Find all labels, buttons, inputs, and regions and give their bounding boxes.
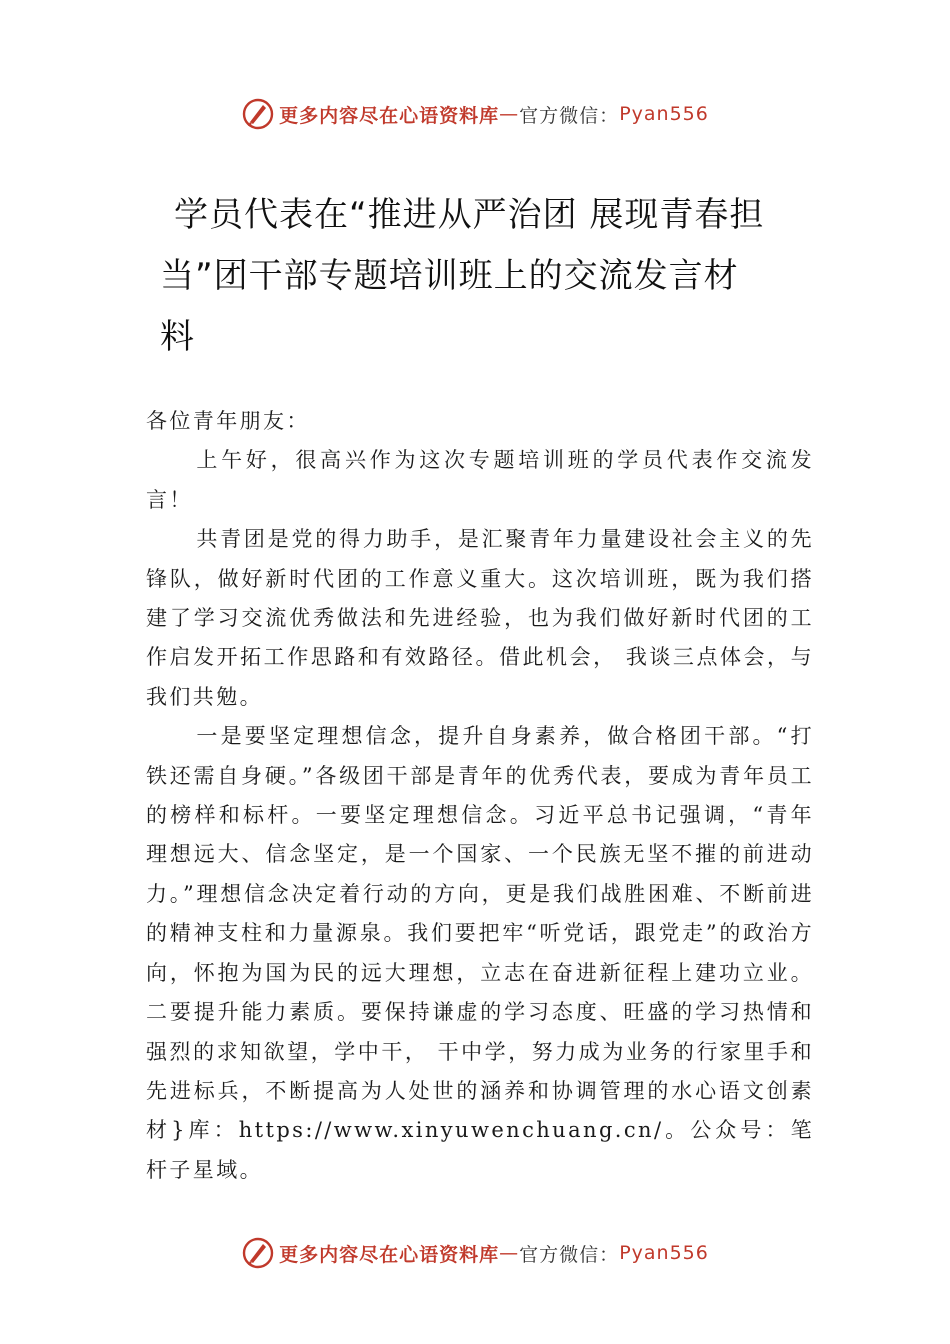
title-line-1: 学员代表在“推进从严治团 展现青春担 xyxy=(174,195,765,235)
title-line-3: 料 xyxy=(160,317,195,357)
banner-wechat-label: 官方微信： xyxy=(519,1243,620,1266)
quill-logo-icon xyxy=(241,97,275,131)
banner-brand: 更多内容尽在心语资料库 xyxy=(279,104,500,127)
paragraph-intro: 共青团是党的得力助手，是汇聚青年力量建设社会主义的先锋队，做好新时代团的工作意义重大。这次培训班，既为我们搭建了学习交流优秀做法和先进经验，也为我们做好新时代团的工作启发开拓工作思路和有效路径。借此机会， 我谈三点体会，与我们共勉。 xyxy=(146,527,814,709)
title-line-2: 当”团干部专题培训班上的交流发言材 xyxy=(160,256,739,296)
banner-dash: — xyxy=(499,1242,520,1264)
footer-banner xyxy=(0,1231,950,1275)
header-banner xyxy=(0,92,950,136)
paragraph-point-one: 一是要坚定理想信念，提升自身素养，做合格团干部。“打铁还需自身硬。”各级团干部是青年的优秀代表，要成为青年员工的榜样和标杆。一要坚定理想信念。习近平总书记强调，“青年理想远大、信念坚定，是一个国家、一个民族无坚不摧的前进动力。”理想信念决定着行动的方向，更是我们战胜困难、不断前进的精神支柱和力量源泉。我们要把牢“听党话，跟党走”的政治方向，怀抱为国为民的远大理想，立志在奋进新征程上建功立业。二要提升能力素质。要保持谦虚的学习态度、旺盛的学习热情和强烈的求知欲望，学中干， 干中学，努力成为业务的行家里手和先进标兵，不断提高为人处世的涵养和协调管理的水心语文创素材}库：https://www.xinyuwenchuang.cn/。公众号：笔杆子星域。 xyxy=(146,724,814,1182)
banner-dash: — xyxy=(499,103,520,125)
banner-wechat-id: Pyan556 xyxy=(619,103,709,125)
banner-wechat-label: 官方微信： xyxy=(519,104,620,127)
banner-wechat-id: Pyan556 xyxy=(619,1242,709,1264)
paragraph-greeting: 上午好，很高兴作为这次专题培训班的学员代表作交流发言！ xyxy=(146,448,814,512)
document-body xyxy=(146,402,814,1190)
salutation: 各位青年朋友： xyxy=(146,409,310,433)
quill-logo-icon xyxy=(241,1236,275,1270)
banner-brand: 更多内容尽在心语资料库 xyxy=(279,1243,500,1266)
document-title xyxy=(160,185,800,368)
